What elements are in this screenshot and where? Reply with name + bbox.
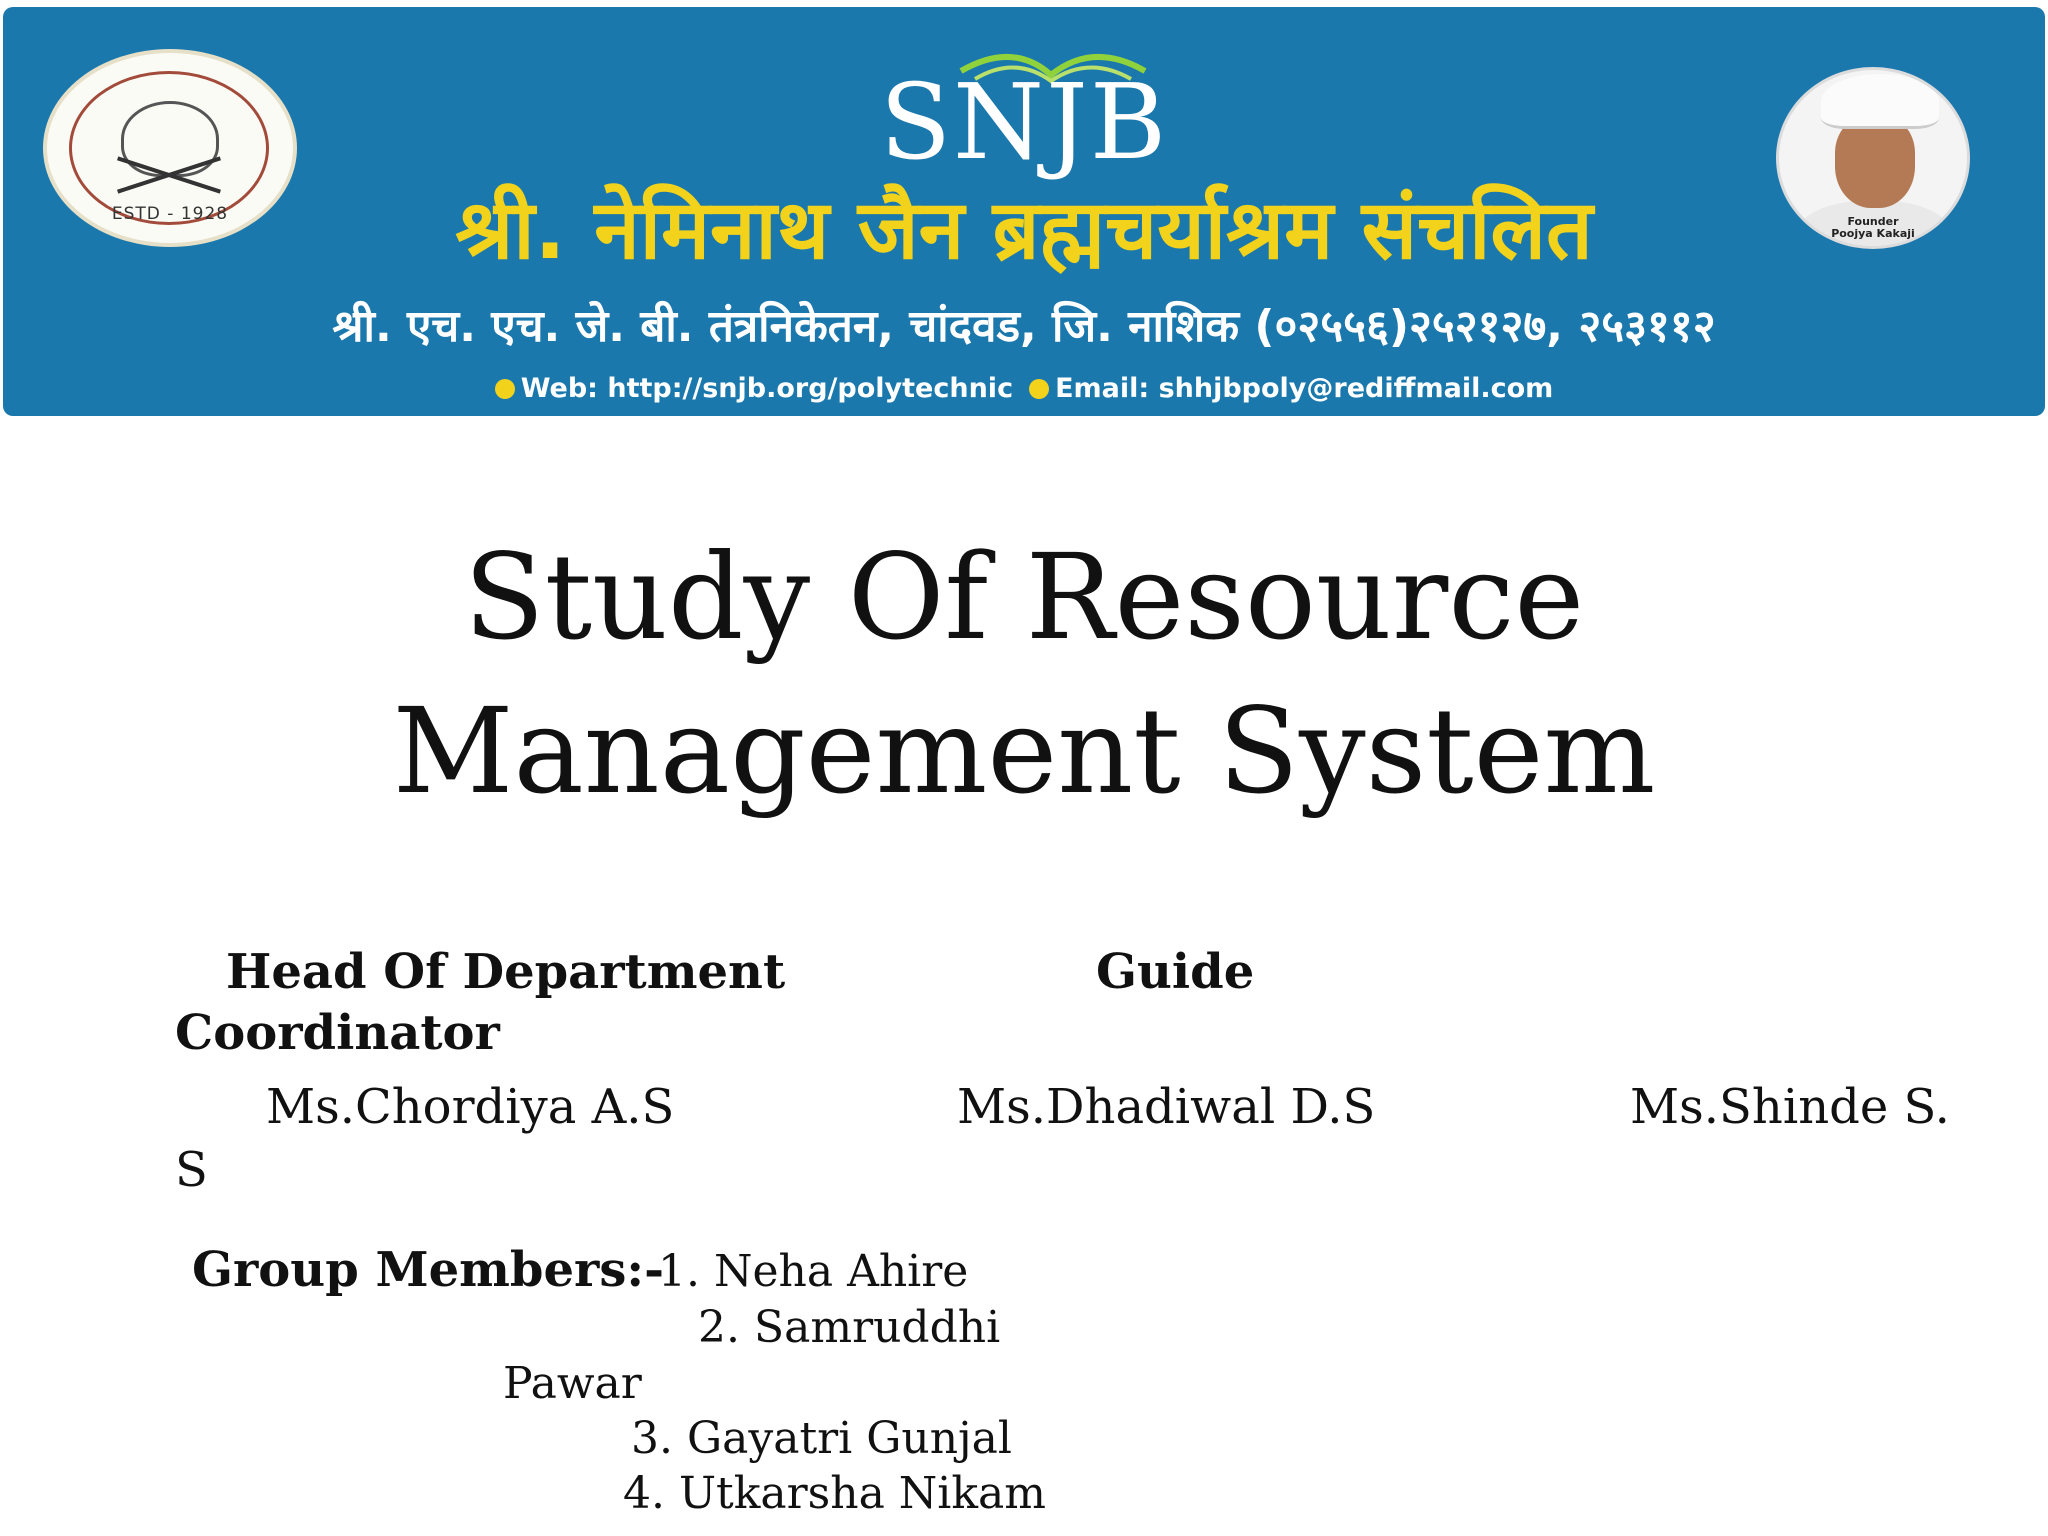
role-coordinator: Coordinator bbox=[175, 1005, 500, 1061]
institute-address-hindi: श्री. एच. एच. जे. बी. तंत्रनिकेतन, चांदवड, जि. नाशिक (०२५५६)२५२१२७, २५३११२ bbox=[332, 301, 1716, 352]
portrait-caption bbox=[1779, 216, 1967, 240]
web-address: Web: http://snjb.org/polytechnic bbox=[520, 373, 1014, 404]
name-coordinator-continued: S bbox=[175, 1142, 208, 1198]
group-member-item-continued: Pawar bbox=[503, 1358, 642, 1409]
group-member-item: 2. Samruddhi bbox=[698, 1302, 1001, 1353]
portrait-face bbox=[1835, 116, 1915, 208]
contact-line bbox=[3, 375, 2045, 402]
role-head-of-department: Head Of Department bbox=[226, 944, 786, 1000]
header-banner bbox=[3, 7, 2045, 416]
role-guide: Guide bbox=[1096, 944, 1255, 1000]
bullet-icon bbox=[1029, 379, 1049, 399]
portrait-caption-line-2: Poojya Kakaji bbox=[1831, 227, 1915, 240]
portrait-cap bbox=[1821, 74, 1939, 129]
slide-title bbox=[0, 520, 2048, 828]
group-member-item: 3. Gayatri Gunjal bbox=[631, 1413, 1012, 1464]
portrait-caption-line-1: Founder bbox=[1847, 215, 1899, 228]
bullet-icon bbox=[495, 379, 515, 399]
slide-title-line-1: Study Of Resource bbox=[463, 528, 1585, 666]
group-member-item: 4. Utkarsha Nikam bbox=[623, 1468, 1046, 1519]
brand-name: SNJB bbox=[879, 61, 1169, 183]
trust-name-hindi: श्री. नेमिनाथ जैन ब्रह्मचर्याश्रम संचलित bbox=[455, 183, 1593, 278]
seal-estd-text: ESTD - 1928 bbox=[111, 204, 229, 224]
name-coordinator: Ms.Shinde S. bbox=[1630, 1079, 1950, 1135]
group-member-item: 1. Neha Ahire bbox=[658, 1246, 969, 1297]
name-guide: Ms.Dhadiwal D.S bbox=[957, 1079, 1376, 1135]
email-address: Email: shhjbpoly@rediffmail.com bbox=[1055, 373, 1554, 404]
slide-title-line-2: Management System bbox=[392, 682, 1656, 820]
group-members-label: Group Members:- bbox=[192, 1242, 664, 1298]
founder-portrait bbox=[1776, 67, 1970, 249]
name-head-of-department: Ms.Chordiya A.S bbox=[266, 1079, 675, 1135]
